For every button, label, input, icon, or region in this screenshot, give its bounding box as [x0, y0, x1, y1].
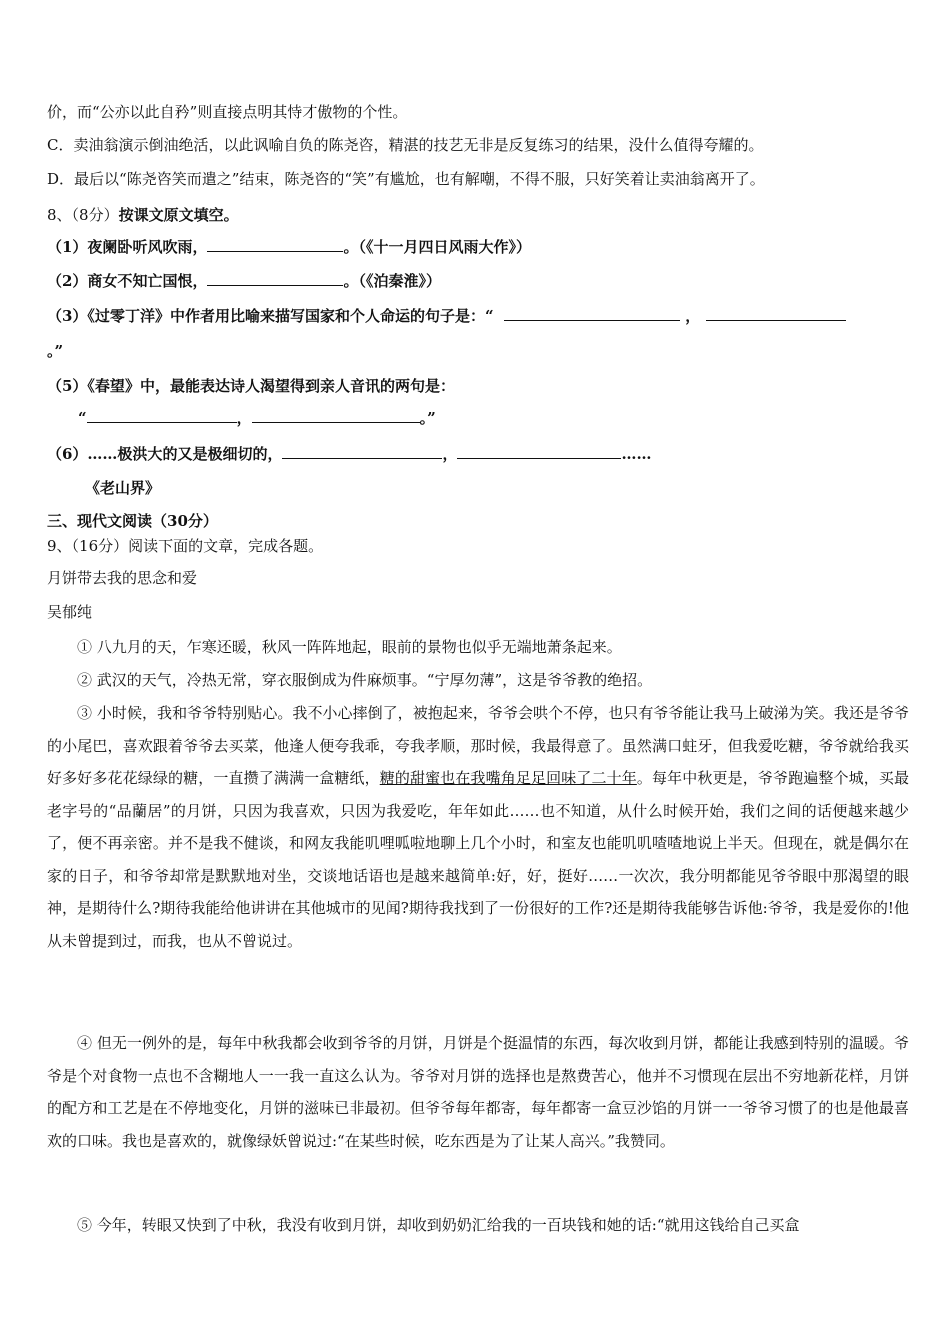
- item-1-prompt: （1）夜阑卧听风吹雨，: [47, 238, 208, 256]
- item-2-prompt: （2）商女不知亡国恨，: [47, 272, 208, 290]
- item-3-prompt: （3）《过零丁洋》中作者用比喻来描写国家和个人命运的句子是：“: [47, 307, 494, 325]
- article-paragraph-5: [47, 1209, 909, 1242]
- item-6-comma: ，: [442, 445, 458, 463]
- article-paragraph-1: [47, 631, 909, 664]
- option-d: D．最后以“陈尧咨笑而遣之”结束，陈尧咨的“笑”有尴尬，也有解嘲，不得不服，只好笑着让卖油翁离开了。: [47, 170, 765, 188]
- question-9-number: 9、（16分）: [47, 537, 129, 555]
- answer-blank[interactable]: [207, 271, 343, 286]
- answer-blank[interactable]: [87, 408, 237, 423]
- close-quote: 。”: [419, 409, 436, 427]
- question-8-item-1: [47, 236, 531, 258]
- option-c: C．卖油翁演示倒油绝活，以此讽喻自负的陈尧咨，精湛的技艺无非是反复练习的结果，没什么值得夸耀的。: [47, 136, 764, 154]
- underlined-sentence: 糖的甜蜜也在我嘴角足足回味了二十年: [379, 769, 637, 787]
- paragraph-text: ③ 小时候，我和爷爷特别贴心。我不小心摔倒了，被抱起来，爷爷会哄个不停，也只有爷爷能让我马上破涕为笑。我还是爷爷的小尾巴，喜欢跟着爷爷去买菜，他逢人便夸我乖，夸我孝顺，那时候，我最得意了。虽然满口蛀牙，但我爱吃糖，爷爷就给我买好多好多花花绿绿的糖，一直攒了满满一盒糖纸，: [47, 704, 909, 787]
- paragraph-text: 。每年中秋更是，爷爷跑遍整个城，买最老字号的“品蘭居”的月饼，只因为我喜欢，只因为我爱吃，年年如此……也不知道，从什么时候开始，我们之间的话便越来越少了，便不再亲密。并不是我不健谈，和网友我能叽哩呱啦地聊上几个小时，和室友也能叽叽喳喳地说上半天。但现在，就是偶尔在家的日子，和爷爷却常是默默地对坐，交谈地话语也是越来越简单:好，好，挺好……一次次，我分明都能见爷爷眼中那渴望的眼神，是期待什么?期待我能给他讲讲在其他城市的见闻?期待我找到了一份很好的工作?还是期待我能够告诉他:爷爷，我是爱你的!他从未曾提到过，而我，也从不曾说过。: [47, 769, 909, 950]
- option-b-continuation: 价，而“公亦以此自矜”则直接点明其恃才傲物的个性。: [47, 103, 408, 121]
- section-3-heading: 三、现代文阅读（30分）: [47, 512, 218, 530]
- item-2-source: 。（《泊秦淮》）: [343, 272, 441, 290]
- answer-blank[interactable]: [457, 444, 621, 459]
- item-6-ellipsis: ……: [621, 445, 652, 463]
- article-title: 月饼带去我的思念和爱: [47, 569, 198, 587]
- article-author: 吴郁纯: [47, 603, 93, 621]
- answer-blank[interactable]: [282, 444, 442, 459]
- question-8-item-2: [47, 270, 441, 292]
- question-8-item-5-blanks: [78, 407, 436, 429]
- answer-blank[interactable]: [504, 306, 680, 321]
- question-8-item-3-end: 。”: [47, 342, 64, 360]
- question-9-title: 阅读下面的文章，完成各题。: [128, 537, 324, 555]
- item-5-comma: ，: [236, 409, 252, 427]
- article-paragraph-3: [47, 697, 909, 957]
- question-8-item-6: [47, 443, 651, 465]
- article-paragraph-4: [47, 1027, 909, 1157]
- question-9-header: [47, 535, 323, 557]
- question-8-header: [47, 204, 239, 226]
- item-3-comma: ，: [685, 307, 701, 325]
- answer-blank[interactable]: [706, 306, 846, 321]
- paragraph-text: ④ 但无一例外的是，每年中秋我都会收到爷爷的月饼，月饼是个挺温情的东西，每次收到月饼，都能让我感到特别的温暖。爷爷是个对食物一点也不含糊地人一一我一直这么认为。爷爷对月饼的选择也是熬费苦心，他并不习惯现在层出不穷地新花样，月饼的配方和工艺是在不停地变化，月饼的滋味已非最初。但爷爷每年都寄，每年都寄一盒豆沙馅的月饼一一爷爷习惯了的也是他最喜欢的口味。我也是喜欢的，就像绿妖曾说过:“在某些时候，吃东西是为了让某人高兴。”我赞同。: [47, 1034, 909, 1150]
- paragraph-text: ① 八九月的天，乍寒还暖，秋风一阵阵地起，眼前的景物也似乎无端地萧条起来。: [77, 638, 622, 656]
- open-quote: “: [78, 409, 87, 427]
- question-8-title: 按课文原文填空。: [118, 206, 239, 224]
- item-6-prompt: （6）……极洪大的又是极细切的，: [47, 445, 283, 463]
- paragraph-text: ② 武汉的天气，冷热无常，穿衣服倒成为件麻烦事。“宁厚勿薄”，这是爷爷教的绝招。: [77, 671, 653, 689]
- answer-blank[interactable]: [207, 237, 343, 252]
- question-8-number: 8、（8分）: [47, 206, 119, 224]
- article-paragraph-2: [47, 664, 909, 697]
- item-6-source: 《老山界》: [85, 479, 161, 497]
- paragraph-text: ⑤ 今年，转眼又快到了中秋，我没有收到月饼，却收到奶奶汇给我的一百块钱和她的话:“就用这钱给自己买盒: [77, 1216, 800, 1234]
- item-1-source: 。（《十一月四日风雨大作》）: [343, 238, 531, 256]
- question-8-item-3: [47, 305, 846, 327]
- answer-blank[interactable]: [252, 408, 420, 423]
- question-8-item-5: （5）《春望》中，最能表达诗人渴望得到亲人音讯的两句是：: [47, 377, 455, 395]
